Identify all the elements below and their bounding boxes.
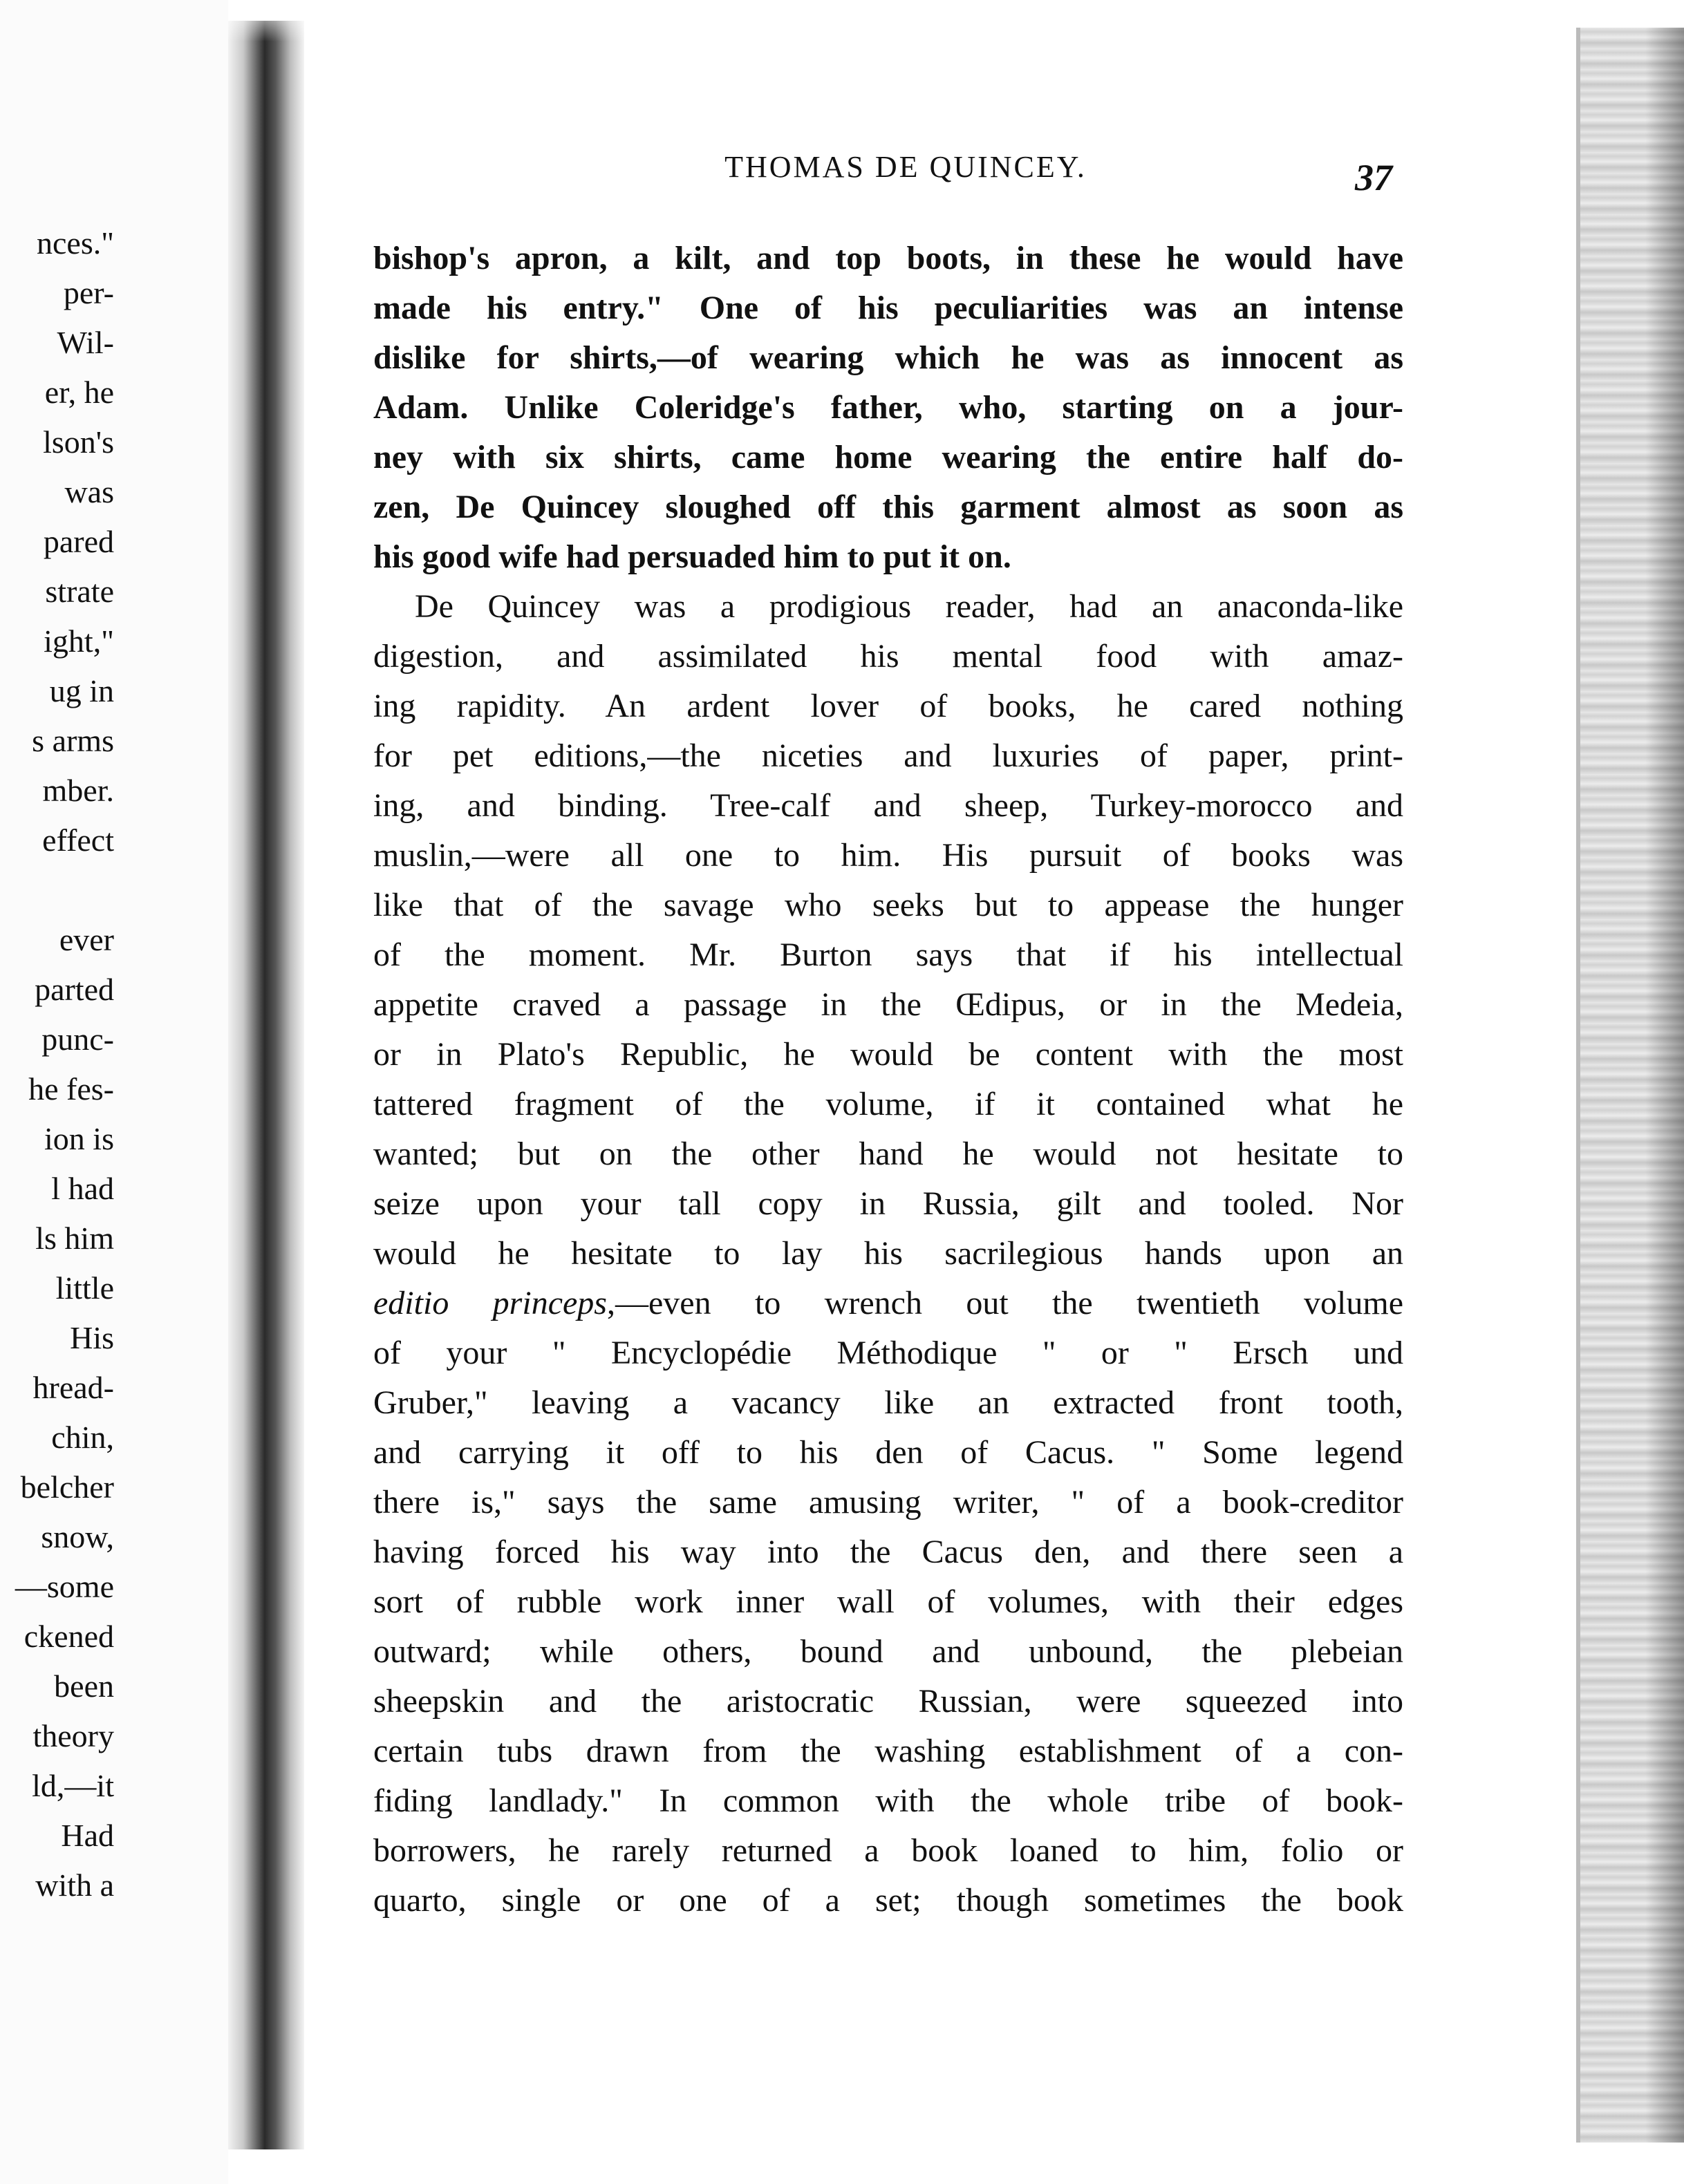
book-gutter xyxy=(228,21,304,2149)
left-page-line: ion is xyxy=(44,1121,114,1156)
text-line: borrowers, he rarely returned a book loaned to him, folio or xyxy=(373,1832,1403,1869)
text-line: editio princeps,—even to wrench out the twentieth volume xyxy=(373,1285,1403,1321)
left-page-line: parted xyxy=(35,972,114,1007)
text-line: and carrying it off to his den of Cacus. " Some legend xyxy=(373,1434,1403,1471)
text-line: like that of the savage who seeks but to appease the hunger xyxy=(373,887,1403,923)
text-line: seize upon your tall copy in Russia, gilt and tooled. Nor xyxy=(373,1185,1403,1222)
text-line: or in Plato's Republic, he would be content with the most xyxy=(373,1036,1403,1073)
left-page-line: belcher xyxy=(20,1469,114,1505)
text-line: his good wife had persuaded him to put it on. xyxy=(373,538,1011,575)
left-page-text xyxy=(0,218,114,1910)
text-line: there is," says the same amusing writer, " of a book-creditor xyxy=(373,1484,1403,1521)
text-line: made his entry." One of his peculiarities was an intense xyxy=(373,290,1403,326)
left-page-line: l had xyxy=(51,1171,114,1206)
text-line: quarto, single or one of a set; though sometimes the book xyxy=(373,1882,1403,1919)
left-page-line: strate xyxy=(45,574,114,609)
left-page-line: pared xyxy=(43,524,114,559)
text-line: ing rapidity. An ardent lover of books, he cared nothing xyxy=(373,688,1403,724)
text-line: sort of rubble work inner wall of volumes, with their edges xyxy=(373,1583,1403,1620)
text-line: digestion, and assimilated his mental food with amaz- xyxy=(373,638,1403,675)
text-line: having forced his way into the Cacus den, and there seen a xyxy=(373,1534,1403,1570)
text-line: fiding landlady." In common with the whole tribe of book- xyxy=(373,1782,1403,1819)
text-line: wanted; but on the other hand he would not hesitate to xyxy=(373,1136,1403,1172)
left-page-line: been xyxy=(54,1668,114,1704)
left-page-line: er, he xyxy=(44,375,114,410)
text-line: for pet editions,—the niceties and luxuries of paper, print- xyxy=(373,737,1403,774)
text-line: dislike for shirts,—of wearing which he was as innocent as xyxy=(373,339,1403,376)
body-text xyxy=(373,234,1403,1926)
text-line: appetite craved a passage in the Œdipus, or in the Medeia, xyxy=(373,986,1403,1023)
text-line: certain tubs drawn from the washing establishment of a con- xyxy=(373,1733,1403,1769)
text-line: would he hesitate to lay his sacrilegious hands upon an xyxy=(373,1235,1403,1272)
left-page-line: ug in xyxy=(49,673,114,708)
left-page-line: —some xyxy=(15,1569,114,1604)
left-page-line: ight," xyxy=(44,623,114,659)
paragraph-2 xyxy=(373,582,1403,1926)
running-title: THOMAS DE QUINCEY. xyxy=(724,150,1087,184)
left-page-line: ckened xyxy=(24,1619,114,1654)
text-line: outward; while others, bound and unbound, the plebeian xyxy=(373,1633,1403,1670)
text-line: muslin,—were all one to him. His pursuit of books was xyxy=(373,837,1403,874)
left-page-line: ever xyxy=(59,922,114,957)
text-line: ney with six shirts, came home wearing the entire half do- xyxy=(373,439,1403,476)
left-page-line: s arms xyxy=(32,723,114,758)
text-line: ing, and binding. Tree-calf and sheep, Turkey-morocco and xyxy=(373,787,1403,824)
left-page-line: Had xyxy=(61,1818,114,1853)
left-page-line: little xyxy=(55,1270,114,1306)
left-page-line: he fes- xyxy=(28,1071,114,1107)
left-page-line: effect xyxy=(42,822,114,858)
left-page-line: mber. xyxy=(42,773,114,808)
left-page-line: punc- xyxy=(41,1022,114,1057)
left-page-line: ls him xyxy=(35,1221,114,1256)
text-line: De Quincey was a prodigious reader, had an anaconda-like xyxy=(415,588,1403,625)
left-page-line xyxy=(0,865,114,915)
left-page-line: nces." xyxy=(36,225,114,261)
left-page-line: lson's xyxy=(43,424,114,460)
left-page-line: snow, xyxy=(41,1519,114,1554)
text-line: zen, De Quincey sloughed off this garment almost as soon as xyxy=(373,489,1403,525)
left-page-line: theory xyxy=(32,1718,114,1753)
left-page-line: chin, xyxy=(51,1420,114,1455)
paragraph-1 xyxy=(373,234,1403,582)
left-page-line: per- xyxy=(63,275,114,310)
text-line: Adam. Unlike Coleridge's father, who, starting on a jour- xyxy=(373,389,1403,426)
left-page-line: with a xyxy=(35,1867,114,1903)
left-page-line: ld,—it xyxy=(32,1768,114,1803)
text-line: tattered fragment of the volume, if it contained what he xyxy=(373,1086,1403,1122)
text-line: of your " Encyclopédie Méthodique " or " Ersch und xyxy=(373,1335,1403,1371)
text-line: Gruber," leaving a vacancy like an extracted front tooth, xyxy=(373,1384,1403,1421)
page-number: 37 xyxy=(1355,157,1392,198)
text-line: bishop's apron, a kilt, and top boots, in these he would have xyxy=(373,240,1403,276)
text-line: sheepskin and the aristocratic Russian, were squeezed into xyxy=(373,1683,1403,1720)
left-page-line: was xyxy=(64,474,114,509)
left-page-line: hread- xyxy=(32,1370,114,1405)
text-line: of the moment. Mr. Burton says that if his intellectual xyxy=(373,936,1403,973)
left-page-line: His xyxy=(70,1320,114,1355)
left-page-line: Wil- xyxy=(57,325,114,360)
left-page xyxy=(0,0,228,2184)
